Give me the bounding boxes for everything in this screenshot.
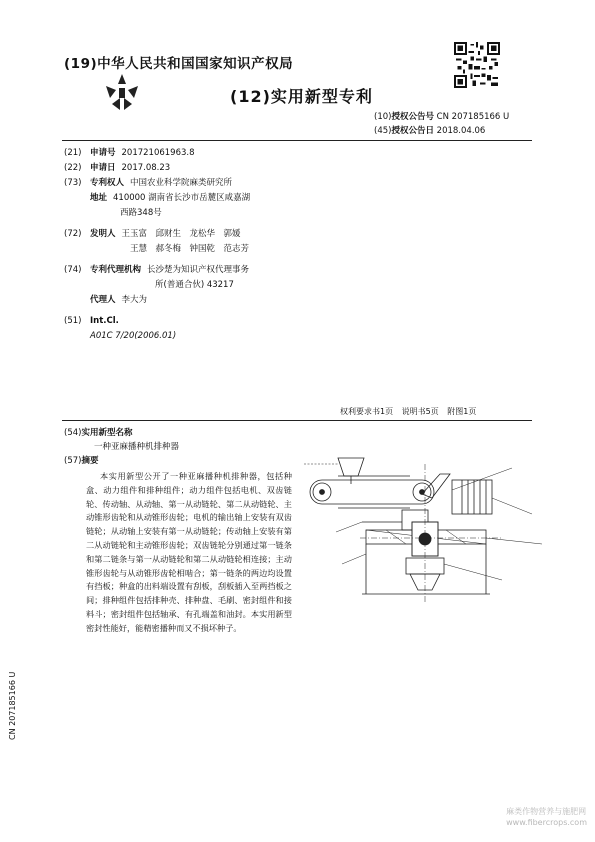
- publication-info: [374, 110, 509, 138]
- field-code: (21): [64, 148, 82, 158]
- field-label: 地址: [90, 193, 108, 203]
- field-label: 申请号: [90, 148, 116, 158]
- field-label: 申请日: [90, 163, 116, 173]
- field-label: 专利权人: [90, 178, 125, 188]
- application-number: 201721061963.8: [121, 148, 195, 158]
- document-type: (12)实用新型专利: [230, 87, 373, 106]
- agency-row-2: [64, 278, 250, 293]
- title-section: [64, 426, 179, 468]
- inventors-line-1: 王玉富 邱财生 龙松华 郭媛: [121, 229, 241, 239]
- address-line-1: 410000 湖南省长沙市岳麓区咸嘉湖: [113, 193, 251, 203]
- pub-date-label: 授权公告日: [391, 126, 434, 136]
- pages-divider: [62, 420, 532, 421]
- pub-number-label: 授权公告号: [391, 112, 434, 122]
- pub-date-value: 2018.04.06: [436, 126, 486, 136]
- agency-line-1: 长沙楚为知识产权代理事务: [147, 265, 250, 275]
- field-code: (22): [64, 163, 82, 173]
- inventors-line-2: 王慧 郝冬梅 钟国乾 范志芳: [130, 244, 250, 254]
- title-code: (54): [64, 428, 82, 438]
- seed-metering-device-drawing: [302, 454, 554, 606]
- pub-number-row: [374, 110, 509, 124]
- field-code: (72): [64, 229, 82, 239]
- agent-row: [64, 293, 250, 308]
- address-line-2: 西路348号: [120, 208, 162, 218]
- inventors-row-2: [64, 242, 250, 257]
- patentee-name: 中国农业科学院麻类研究所: [130, 178, 233, 188]
- field-label: 专利代理机构: [90, 265, 142, 275]
- issuing-office: (19)中华人民共和国国家知识产权局: [64, 56, 294, 72]
- address-row-2: [64, 206, 250, 221]
- field-code: (74): [64, 265, 82, 275]
- bibliographic-data: [64, 146, 250, 344]
- application-number-row: [64, 146, 250, 161]
- utility-model-title: 一种亚麻播种机排种器: [94, 442, 180, 452]
- ipc-class-row: [64, 329, 250, 344]
- application-date: 2017.08.23: [121, 163, 171, 173]
- abstract-label: 摘要: [81, 456, 99, 466]
- pub-number-value: CN 207185166 U: [436, 112, 510, 122]
- field-label: 发明人: [90, 229, 116, 239]
- title-label: 实用新型名称: [81, 428, 133, 438]
- inventors-row: [64, 227, 250, 242]
- qr-code-icon: [454, 42, 500, 88]
- watermark-line-1: 麻类作物营养与施肥网: [506, 807, 587, 816]
- pub-date-row: [374, 124, 509, 138]
- watermark-line-2: www.fibercrops.com: [506, 818, 587, 827]
- abstract-code: (57): [64, 456, 82, 466]
- pub-number-code: (10): [374, 112, 392, 122]
- agency-row: [64, 263, 250, 278]
- field-code: (73): [64, 178, 82, 188]
- pub-date-code: (45): [374, 126, 392, 136]
- sipo-emblem-icon: [100, 72, 144, 114]
- page-counts: 权利要求书1页 说明书5页 附图1页: [340, 407, 477, 416]
- patentee-row: [64, 176, 250, 191]
- agent-name: 李大为: [121, 295, 148, 305]
- side-publication-code: CN 207185166 U: [8, 671, 17, 740]
- agency-line-2: 所(普通合伙) 43217: [155, 280, 234, 290]
- application-date-row: [64, 161, 250, 176]
- address-row: [64, 191, 250, 206]
- field-label: 代理人: [90, 295, 116, 305]
- intcl-row: [64, 314, 250, 329]
- header-divider: [62, 140, 532, 141]
- field-code: (51): [64, 316, 82, 326]
- ipc-class: A01C 7/20(2006.01): [90, 331, 177, 341]
- abstract-text: 本实用新型公开了一种亚麻播种机排种器，包括种盒、动力组件和排种组件；动力组件包括电机、双齿链轮、传动轴、从动轴、第一从动链轮、第二从动链轮、主动锥形齿轮和从动锥形齿轮；电机的输出轴上安装有双齿链轮；从动轴上安装有第一从动链轮；传动轴上安装有第二从动链轮和主动锥形齿轮；双齿链轮分别通过第一链条和第二链条与第一从动链轮和第二从动链轮相连接；主动锥形齿轮与从动锥形齿轮相啮合；第一链条的两边均设置有挡板；种盒的出料端设置有刮板，刮板插入至两挡板之间；排种组件包括排种壳、排种盘、毛刷、密封组件和接料斗；密封组件包括轴承、有孔端盖和油封。本实用新型密封性能好，能精密播种而又不损坏种子。: [86, 471, 292, 633]
- watermark: [506, 806, 587, 828]
- field-label: Int.Cl.: [90, 316, 119, 326]
